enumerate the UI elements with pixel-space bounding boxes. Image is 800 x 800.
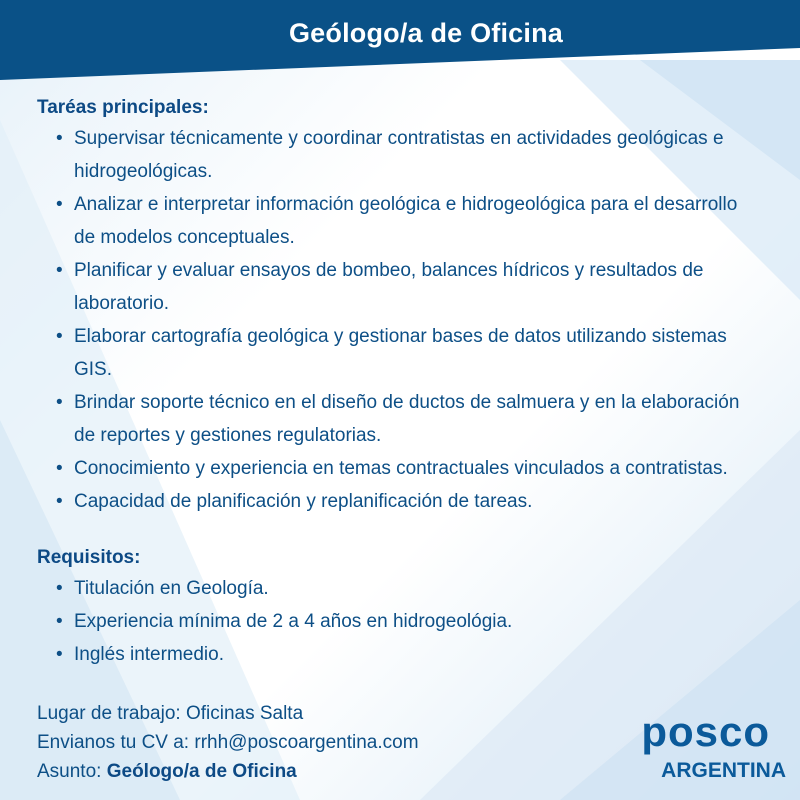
bullet-icon: • [56, 128, 63, 149]
posco-logo [626, 708, 786, 784]
bullet-icon: • [56, 491, 63, 512]
list-item: • Planificar y evaluar ensayos de bombeo, balances hídricos y resultados de laboratorio. [37, 254, 777, 320]
bullet-icon: • [56, 326, 63, 347]
bullet-icon: • [56, 458, 63, 479]
subject-value: Geólogo/a de Oficina [106, 761, 297, 782]
list-item: • Inglés intermedio. [37, 638, 777, 671]
bullet-icon: • [56, 392, 63, 413]
contact-info [37, 699, 419, 786]
list-item: • Analizar e interpretar información geológica e hidrogeológica para el desarrollo de modelos conceptuales. [37, 188, 777, 254]
cv-email: Envianos tu CV a: rrhh@poscoargentina.com [37, 732, 419, 753]
requirements-list [37, 572, 777, 671]
bullet-icon: • [56, 644, 63, 665]
logo-subtitle: ARGENTINA [661, 759, 786, 782]
list-item: • Experiencia mínima de 2 a 4 años en hidrogeológia. [37, 605, 777, 638]
list-item: • Titulación en Geología. [37, 572, 777, 605]
list-item: • Capacidad de planificación y replanificación de tareas. [37, 485, 777, 518]
tasks-heading: Taréas principales: [37, 97, 209, 118]
work-location: Lugar de trabajo: Oficinas Salta [37, 703, 304, 724]
tasks-list [37, 122, 777, 518]
page-title: Geólogo/a de Oficina [288, 18, 564, 48]
bullet-icon: • [56, 260, 63, 281]
list-item: • Conocimiento y experiencia en temas contractuales vinculados a contratistas. [37, 452, 777, 485]
subject-line: Asunto: Geólogo/a de Oficina [37, 761, 297, 782]
bullet-icon: • [56, 611, 63, 632]
list-item: • Brindar soporte técnico en el diseño de ductos de salmuera y en la elaboración de reportes y gestiones regulatorias. [37, 386, 777, 452]
list-item: • Supervisar técnicamente y coordinar contratistas en actividades geológicas e hidrogeológicas. [37, 122, 777, 188]
bullet-icon: • [56, 194, 63, 215]
bullet-icon: • [56, 578, 63, 599]
main-content [37, 94, 777, 671]
list-item: • Elaborar cartografía geológica y gestionar bases de datos utilizando sistemas GIS. [37, 320, 777, 386]
logo-wordmark: posco [641, 708, 770, 755]
requirements-heading: Requisitos: [37, 547, 141, 568]
